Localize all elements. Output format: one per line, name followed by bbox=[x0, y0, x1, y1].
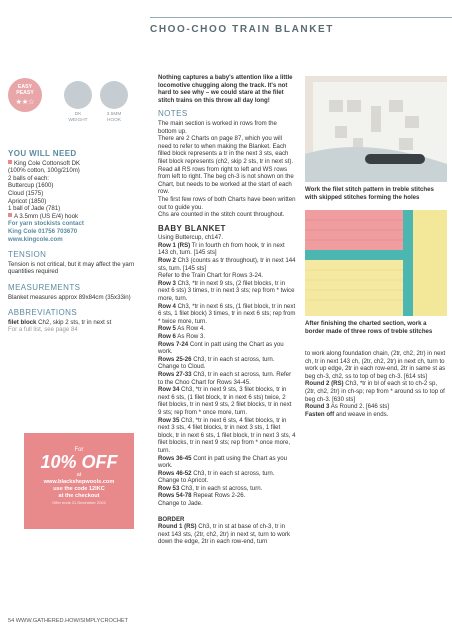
row-text: Ch3, *tr in next 9 sts, (2 filet blocks, tr in next 6 sts) 3 times, tr in next 3 sts; rep from * twice more, turn. bbox=[158, 279, 295, 303]
offer-for: For bbox=[74, 447, 84, 453]
yarn-colour: Cloud (1575) bbox=[8, 189, 44, 197]
stockists-phone: King Cole 01756 703670 bbox=[8, 227, 78, 235]
row-label: Round 1 (RS) bbox=[158, 523, 197, 531]
measurements-heading: MEASUREMENTS bbox=[8, 282, 81, 292]
pattern-row bbox=[158, 257, 296, 272]
row-label: Row 2 bbox=[158, 257, 176, 265]
blanket-photo-2 bbox=[305, 210, 447, 316]
offer-site[interactable]: www.blackshepwools.com bbox=[43, 479, 115, 485]
tension-heading: TENSION bbox=[8, 250, 47, 260]
border-heading: BORDER bbox=[158, 515, 185, 523]
row-label: Row 34 bbox=[158, 386, 180, 394]
row-label: Row 3 bbox=[158, 279, 176, 287]
row-text: Tr in fourth ch from hook, tr in next 143 ch, turn. [145 sts] bbox=[158, 241, 285, 257]
stockists-text: For yarn stockists contact bbox=[8, 220, 84, 228]
pattern-row bbox=[158, 356, 296, 371]
row-label: Rows 54-78 bbox=[158, 492, 192, 500]
offer-code: use the code 12IKC bbox=[53, 486, 105, 492]
abbrev-def: Ch2, skip 2 sts, tr in next st bbox=[36, 318, 112, 326]
stockists-web[interactable]: www.kingcole.com bbox=[8, 235, 63, 243]
page-title: CHOO-CHOO TRAIN BLANKET bbox=[150, 24, 335, 35]
row-label: Row 35 bbox=[158, 416, 180, 424]
baby-blanket-heading: BABY BLANKET bbox=[158, 223, 226, 233]
pattern-rows bbox=[158, 242, 296, 508]
row-text: As Row 3. bbox=[175, 333, 206, 340]
pattern-row bbox=[158, 272, 296, 280]
row-label: Rows 7-24 bbox=[158, 340, 189, 348]
pattern-column-2 bbox=[305, 350, 447, 418]
pattern-column-1 bbox=[158, 74, 296, 546]
row-text: Ch3, tr in each st across, turn. Refer to the Choo Chart for Rows 34-45. bbox=[158, 370, 292, 386]
header-rule bbox=[150, 17, 452, 18]
notes-heading: NOTES bbox=[158, 109, 188, 119]
pattern-row bbox=[158, 242, 296, 257]
discount-offer bbox=[24, 433, 134, 529]
row-label: Rows 25-26 bbox=[158, 355, 192, 363]
intro-text: Nothing captures a baby's attention like a little locomotive chugging along the track. It's not hard to see why – we could stare at the filet stitch trains on this throw all day long! bbox=[158, 74, 293, 104]
dk-caption: DK WEIGHT bbox=[68, 112, 88, 123]
pattern-row bbox=[158, 303, 296, 326]
row-label: Row 1 (RS) bbox=[158, 241, 191, 249]
star-icon: ★★☆ bbox=[15, 99, 35, 106]
notes-text: The main section is worked in rows from the bottom up. There are 2 Charts on page 87, which you will need to refer to when making the Blanket. Each filled block represents a tr in the next 3 sts, each filet block represents (ch2, skip 2 sts, tr in next st). Read all RS rows from right to left and WS rows from left to right. The beg ch-3 is not shown on the Chart, but needs to be worked at the start of each row. The first few rows of both Charts have been written out to guide you. Chs are counted in the stitch count throughout. bbox=[158, 119, 296, 219]
hook-caption: 3.5MM HOOK bbox=[106, 112, 122, 123]
row-text: Repeat Rows 2-26. bbox=[191, 492, 246, 500]
row-text: As Round 2. [646 sts] bbox=[329, 403, 389, 411]
yarn-colour: Apricot (1850) bbox=[8, 197, 47, 205]
skill-badges bbox=[8, 78, 150, 140]
yarn-name: King Cole Cottonsoft DK bbox=[14, 159, 81, 167]
photo-1-caption: Work the filet stitch pattern in treble stitches with skipped stitches forming the holes bbox=[305, 186, 434, 201]
offer-terms: Offer ends 31 December 2022 bbox=[52, 500, 106, 505]
abbrev-term: filet block bbox=[8, 318, 37, 326]
row-label: Rows 46-52 bbox=[158, 469, 192, 477]
row-label: Row 6 bbox=[158, 333, 176, 340]
pattern-row bbox=[158, 325, 296, 333]
row-text: Ch3, *tr in next 6 sts, (1 filet block, tr in next 6 sts, 1 filet block) 3 times, tr in next 6 sts; rep from * twice more, turn. bbox=[158, 302, 296, 325]
bullet-icon bbox=[8, 213, 12, 217]
pattern-row bbox=[158, 386, 296, 416]
easy-peasy-badge bbox=[8, 78, 42, 112]
row-text: Cont in patt using the Chart as you work. bbox=[158, 454, 288, 470]
border-continued: to work along foundation chain, (2tr, ch2, 2tr) in next ch, tr in next 143 ch, (2tr, ch2, 2tr) in next ch, turn to work up edge, 2tr in each row-end, 2tr in same st as beg ch-3, ch2, ss to top of beg ch-3. [614 sts] bbox=[305, 350, 446, 380]
row-text: Ch3, tr in each st across, turn. Change to Apricot. bbox=[158, 469, 275, 485]
pattern-row bbox=[158, 500, 296, 508]
blanket-photo-1 bbox=[305, 76, 447, 182]
row-label: Rows 27-33 bbox=[158, 370, 192, 378]
pattern-row bbox=[158, 371, 296, 386]
you-will-need-heading: YOU WILL NEED bbox=[8, 149, 77, 158]
row-text: Cont in patt using the Chart as you work. bbox=[158, 340, 284, 356]
offer-at: at bbox=[76, 472, 82, 478]
row-text: Ch3, tr in each st across, turn. bbox=[179, 484, 263, 492]
row-label: Row 53 bbox=[158, 484, 180, 492]
yarn-ball-icon bbox=[64, 81, 92, 109]
row-text: Change to Jade. bbox=[158, 500, 203, 508]
offer-amount: 10% OFF bbox=[40, 452, 118, 472]
row-label: Row 4 bbox=[158, 302, 176, 310]
row-text: Ch3, tr in each st across, turn. Change to Cloud. bbox=[158, 355, 275, 371]
page-footer: 54 WWW.GATHERED.HOW/SIMPLYCROCHET bbox=[8, 618, 129, 624]
row-text: As Row 4. bbox=[175, 325, 206, 333]
bullet-icon bbox=[8, 160, 12, 164]
row-text: Refer to the Train Chart for Rows 3-24. bbox=[158, 272, 263, 280]
pattern-row bbox=[158, 470, 296, 485]
row-text: Ch3, *tr in next 6 sts, 4 filet blocks, tr in next 3 sts, 4 filet blocks, tr in next 3 sts, 1 filet block, tr in next 6 sts, 1 filet block, tr in next 3 sts, 4 filet blocks, tr in next 9 sts; rep from * once more, turn. bbox=[158, 416, 296, 454]
row-text: Ch3, tr in st at base of ch-3, tr in next 143 sts, (2tr, ch2, 2tr) in next st, turn to work down the edge, 2tr in each row-end, turn bbox=[158, 523, 291, 546]
blanket-photo-2-image bbox=[305, 210, 447, 316]
badge-easy-line2: PEASY bbox=[16, 90, 34, 96]
badge-easy-line1: EASY bbox=[17, 84, 33, 90]
abbreviations-heading: ABBREVIATIONS bbox=[8, 308, 78, 318]
yarn-colour: Buttercup (1600) bbox=[8, 182, 54, 190]
row-label: Round 3 bbox=[305, 403, 330, 411]
row-label: Row 5 bbox=[158, 325, 176, 333]
using-text: Using Buttercup, ch147. bbox=[158, 234, 224, 242]
offer-checkout: at the checkout bbox=[58, 493, 100, 499]
blanket-photo-1-image bbox=[305, 76, 447, 182]
row-label: Rows 36-45 bbox=[158, 454, 192, 462]
yarn-spec: (100% cotton, 100g/210m) bbox=[8, 167, 80, 175]
pattern-row bbox=[158, 417, 296, 455]
row-text: and weave in ends. bbox=[334, 410, 389, 418]
tension-text: Tension is not critical, but it may affect the yarn quantities required bbox=[8, 260, 135, 276]
row-label: Fasten off bbox=[305, 410, 335, 418]
pattern-row bbox=[158, 492, 296, 500]
pattern-row bbox=[158, 333, 296, 341]
abbrev-full-list: For a full list, see page 84 bbox=[8, 326, 78, 334]
row-text: Ch3 (counts as tr throughout), tr in next 144 sts, turn. [145 sts] bbox=[158, 257, 296, 272]
yarn-balls: 2 balls of each: bbox=[8, 174, 49, 182]
row-text: Ch3, *tr in next 9 sts, 3 filet blocks, tr in next 6 sts, (1 filet block, tr in next 6 sts) twice, 2 filet blocks, tr in next 9 sts, 2 filet blocks, tr in next 9 sts; rep from * once more, turn. bbox=[158, 386, 292, 416]
photo-2-caption: After finishing the charted section, work a border made of three rows of treble stitches bbox=[305, 320, 433, 335]
yarn-colour: 1 ball of Jade (781) bbox=[8, 205, 61, 213]
pattern-row bbox=[158, 341, 296, 356]
measurements-text: Blanket measures approx 89x84cm (35x33in) bbox=[8, 293, 131, 301]
row-text: Ch3, *tr in bl of each st to ch-2 sp, (2tr, ch2, 2tr) in ch-sp; rep from * around ss to top of beg ch-3. [630 sts] bbox=[305, 380, 445, 403]
pattern-row bbox=[158, 455, 296, 470]
crochet-hook-icon bbox=[100, 81, 128, 109]
pattern-row bbox=[158, 485, 296, 493]
you-will-need-box bbox=[8, 150, 142, 334]
row-label: Round 2 (RS) bbox=[305, 380, 344, 388]
pattern-row bbox=[158, 280, 296, 303]
hook-size: A 3.5mm (US E/4) hook bbox=[14, 212, 79, 220]
